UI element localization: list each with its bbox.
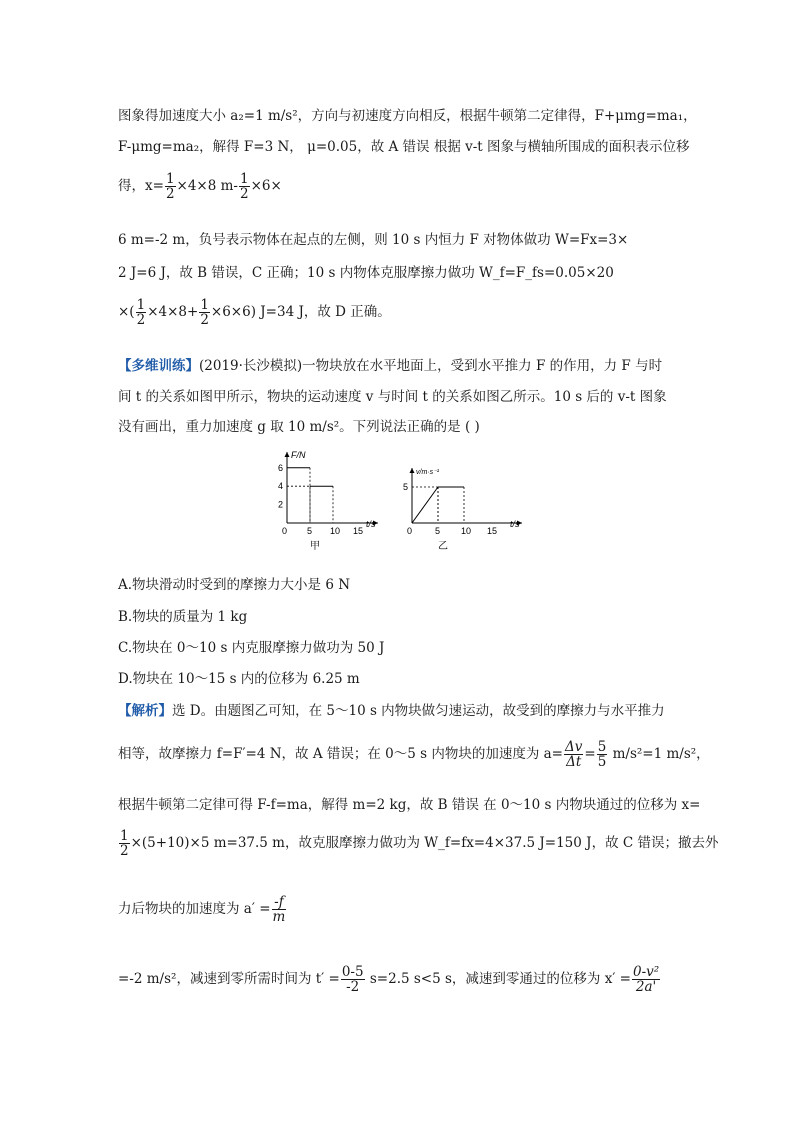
analysis-line2: [118, 740, 710, 769]
fraction-f-m: [272, 895, 287, 924]
y-axis-arrow: [285, 452, 290, 457]
x-tick-label: 10: [461, 526, 472, 536]
y-axis-label: v/m·s⁻¹: [416, 469, 440, 476]
exercise-line2: 间 t 的关系如图甲所示，物块的运动速度 v 与时间 t 的关系如图乙所示。10 s 后的 v-t 图象: [118, 389, 667, 405]
text: 力后物块的加速度为 a′ =: [118, 901, 271, 918]
fraction-displacement: [632, 965, 660, 994]
y-tick-label: 4: [278, 481, 284, 492]
exercise-tag: 【多维训练】: [118, 358, 199, 374]
chart-caption: 乙: [438, 541, 448, 552]
chart-caption: 甲: [310, 541, 320, 552]
text: 相等，故摩擦力 f=F′=4 N，故 A 错误；在 0～5 s 内物块的加速度为 a=: [118, 746, 563, 763]
x-tick-label: 15: [353, 526, 364, 536]
para1-line6: [118, 298, 391, 327]
den: m: [272, 909, 286, 926]
x-tick-label: 15: [487, 526, 498, 536]
y-axis-arrow: [410, 468, 415, 473]
option-c: C.物块在 0～10 s 内克服摩擦力做功为 50 J: [118, 640, 385, 656]
para1-line4: 6 m=-2 m，负号表示物体在起点的左侧，则 10 s 内恒力 F 对物体做功 W=Fx=3×: [118, 232, 629, 248]
den: 5: [597, 754, 607, 771]
num: Δv: [565, 739, 583, 755]
num: 1: [240, 171, 249, 187]
num: 1: [120, 828, 129, 844]
para1-line2: F-μmg=ma₂，解得 F=3 N， μ=0.05，故 A 错误 根据 v-t 图象与横轴所围成的面积表示位移: [118, 139, 690, 155]
exercise-line1: [118, 354, 662, 374]
analysis-tag: 【解析】: [118, 703, 172, 719]
text: s=2.5 s<5 s，减速到零通过的位移为 x′ =: [365, 971, 631, 988]
den: 2: [165, 186, 175, 203]
den: 2: [240, 186, 249, 203]
fraction-half: [165, 172, 176, 201]
analysis-line4: [118, 829, 718, 858]
text: m/s²=1 m/s²，: [608, 746, 710, 763]
text: ×4×8+: [147, 304, 199, 321]
num: 0-v²: [633, 964, 660, 980]
num: 1: [165, 171, 175, 187]
num: -f: [272, 895, 287, 910]
text: =-2 m/s²，减速到零所需时间为 t′ =: [118, 971, 340, 988]
x-tick-label: 5: [307, 526, 313, 536]
text: ×6×: [250, 178, 282, 195]
fraction-half: [136, 298, 147, 327]
text: 得，x=: [118, 178, 164, 195]
fraction-time: [341, 965, 365, 994]
x-axis-label: t/s: [366, 519, 376, 529]
den: 2a': [635, 979, 657, 996]
x-tick-label: 0: [407, 526, 413, 536]
y-tick-label: 6: [278, 462, 284, 473]
x-axis-label: t/s: [510, 519, 520, 529]
text: ×(5+10)×5 m=37.5 m，故克服摩擦力做功为 W_f=fx=4×37.5 J=150 J，故 C 错误；撤去外: [130, 835, 719, 852]
chart-velocity-time: [398, 440, 530, 552]
text: ×(: [118, 304, 135, 321]
text: ×4×8 m-: [176, 178, 238, 195]
chart-force-time: [270, 440, 390, 552]
den: 2: [200, 312, 209, 329]
y-tick-label: 5: [403, 482, 409, 492]
text: ×6×6) J=34 J，故 D 正确。: [210, 304, 391, 321]
fraction-dv-dt: [564, 740, 583, 769]
den: Δt: [566, 754, 582, 771]
fraction-half: [239, 172, 250, 201]
x-tick-label: 0: [282, 526, 288, 536]
para1-line5: 2 J=6 J，故 B 错误，C 正确；10 s 内物体克服摩擦力做功 W_f=F_fs=0.05×20: [118, 265, 614, 281]
x-tick-label: 10: [330, 526, 341, 536]
analysis-line1: [118, 699, 665, 719]
text: =: [584, 746, 596, 763]
option-a: A.物块滑动时受到的摩擦力大小是 6 N: [118, 577, 351, 593]
text: 选 D。由题图乙可知，在 5～10 s 内物块做匀速运动，故受到的摩擦力与水平推力: [172, 703, 665, 719]
fraction-half: [119, 829, 130, 858]
analysis-line3: 根据牛顿第二定律可得 F-f=ma，解得 m=2 kg，故 B 错误 在 0～10 s 内物块通过的位移为 x=: [118, 797, 701, 813]
den: 2: [136, 312, 146, 329]
y-axis-label: F/N: [291, 450, 306, 460]
num: 5: [597, 739, 607, 755]
para1-line1: 图象得加速度大小 a₂=1 m/s²，方向与初速度方向相反，根据牛顿第二定律得，F+μmg=ma₁，: [118, 108, 697, 124]
fraction-five: [597, 740, 608, 769]
den: 2: [120, 843, 129, 860]
den: -2: [346, 979, 360, 996]
series-line-0: [412, 487, 438, 523]
para1-line3: [118, 172, 282, 201]
option-b: B.物块的质量为 1 kg: [118, 609, 248, 625]
option-d: D.物块在 10～15 s 内的位移为 6.25 m: [118, 671, 360, 687]
x-tick-label: 5: [435, 526, 441, 536]
num: 1: [136, 297, 146, 313]
analysis-line6: [118, 965, 661, 994]
num: 1: [200, 297, 209, 313]
y-tick-label: 2: [278, 499, 284, 510]
num: 0-5: [341, 964, 364, 980]
exercise-line3: 没有画出，重力加速度 g 取 10 m/s²。下列说法正确的是 ( ): [118, 419, 480, 435]
text: (2019·长沙模拟)一物块放在水平地面上，受到水平推力 F 的作用，力 F 与时: [199, 358, 663, 374]
analysis-line5: [118, 895, 287, 924]
fraction-half: [199, 298, 210, 327]
